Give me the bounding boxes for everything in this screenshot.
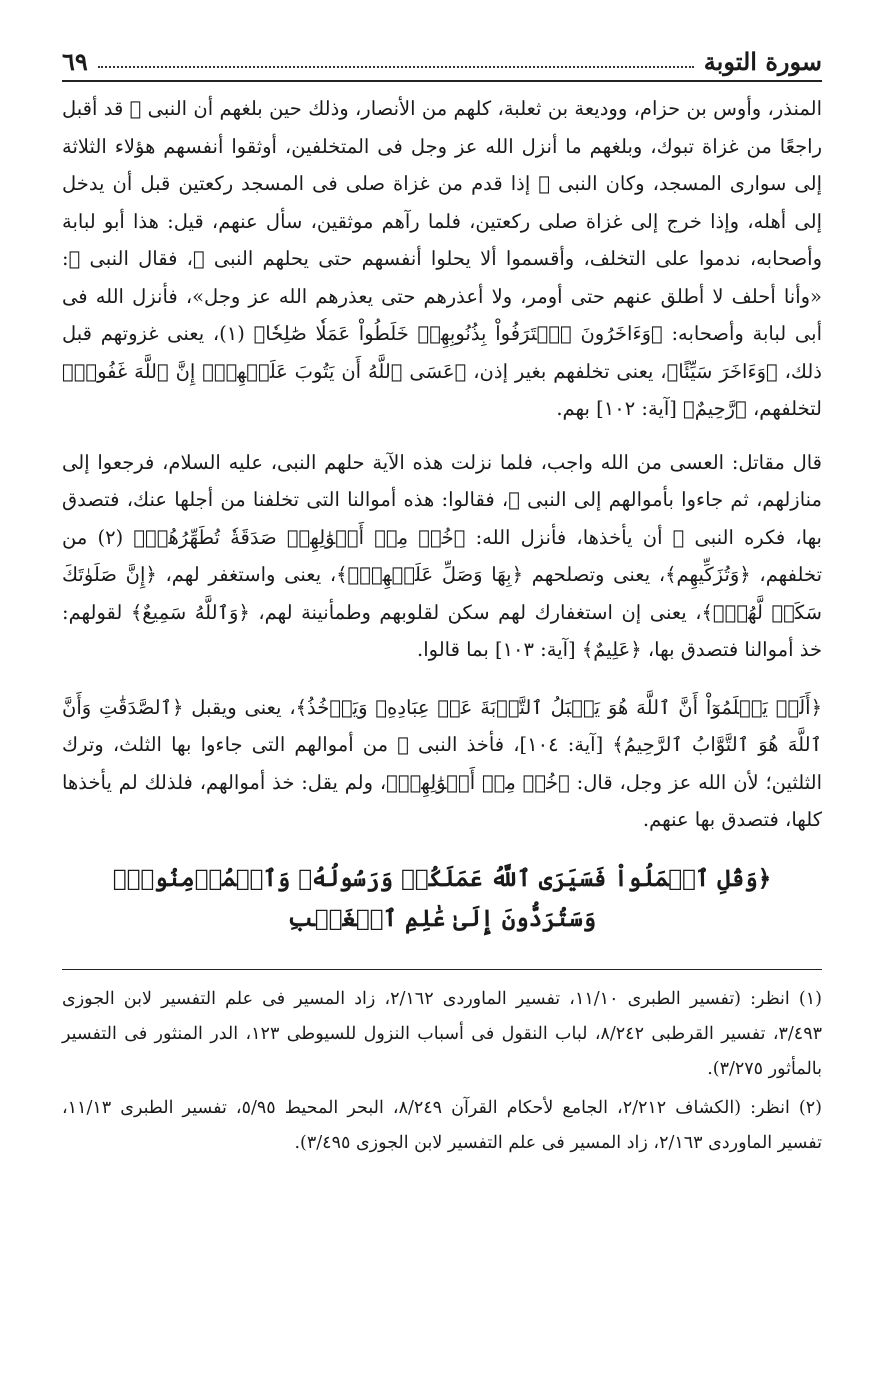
footnote: (١) انظر: (تفسير الطبرى ١١/١٠، تفسير الماوردى ٢/١٦٢، زاد المسير فى علم التفسير لابن الجوزى ٣/٤٩٣، تفسير القرطبى ٨/٢٤٢، لباب النقول فى أسباب النزول للسيوطى ١٢٣، الدر المنثور فى التفسير بالمأثور ٣/٢٧٥).	[62, 988, 822, 1079]
surah-title: سورة التوبة	[703, 47, 822, 76]
footnote: (٢) انظر: (الكشاف ٢/٢١٢، الجامع لأحكام القرآن ٨/٢٤٩، البحر المحيط ٥/٩٥، تفسير الطبرى ١١/١٣، تفسير الماوردى ٢/١٦٣، زاد المسير فى علم التفسير لابن الجوزى ٣/٤٩٥).	[62, 1097, 822, 1153]
paragraph: ﴿أَلَمۡ يَعۡلَمُوٓاْ أَنَّ ٱللَّهَ هُوَ يَقۡبَلُ ٱلتَّوۡبَةَ عَنۡ عِبَادِهِۦ وَيَأۡخُذُ﴾، يعنى ويقبل ﴿ٱلصَّدَقَٰتِ وَأَنَّ ٱللَّهَ هُوَ ٱلتَّوَّابُ ٱلرَّحِيمُ﴾ [آية: ١٠٤]، فأخذ النبى ﷺ من أموالهم التى جاءوا بها الثلث، وترك الثلثين؛ لأن الله عز وجل، قال: ﴿خُذۡ مِنۡ أَمۡوَٰلِهِمۡ﴾، ولم يقل: خذ أموالهم، فلذلك لم يأخذها كلها، فتصدق بها عنهم.	[62, 695, 822, 831]
footnotes	[62, 982, 822, 1161]
paragraph: قال مقاتل: العسى من الله واجب، فلما نزلت هذه الآية حلهم النبى، عليه السلام، فرجعوا إلى منازلهم، ثم جاءوا بأموالهم إلى النبى ﷺ، فقالوا: هذه أموالنا التى تخلفنا من أجلها عنك، فتصدق بها، فكره النبى ﷺ أن يأخذها، فأنزل الله: ﴿خُذۡ مِنۡ أَمۡوَٰلِهِمۡ صَدَقَةٗ تُطَهِّرُهُمۡ﴾ (٢) من تخلفهم، ﴿وَتُزَكِّيهِم﴾، يعنى وتصلحهم ﴿بِهَا وَصَلِّ عَلَيۡهِمۡۖ﴾، يعنى واستغفر لهم، ﴿إِنَّ صَلَوٰتَكَ سَكَنٞ لَّهُمۡۗ﴾، يعنى إن استغفارك لهم سكن لقلوبهم وطمأنينة لهم، ﴿وَٱللَّهُ سَمِيعٌ﴾ لقولهم: خذ أموالنا فتصدق بها، ﴿عَلِيمٌ﴾ [آية: ١٠٣] بما قالوا.	[62, 450, 822, 661]
running-header	[62, 38, 822, 82]
book-page	[62, 38, 822, 1358]
main-text	[62, 90, 822, 839]
footnote-separator	[62, 969, 822, 970]
dotted-leader	[98, 66, 694, 68]
paragraph: المنذر، وأوس بن حزام، ووديعة بن ثعلبة، كلهم من الأنصار، وذلك حين بلغهم أن النبى ﷺ قد أقبل راجعًا من غزاة تبوك، وبلغهم ما أنزل الله عز وجل فى المتخلفين، أوثقوا أنفسهم هؤلاء الثلاثة إلى سوارى المسجد، وكان النبى ﷺ إذا قدم من غزاة صلى فى المسجد ركعتين قبل أن يدخل إلى أهله، وإذا خرج إلى غزاة صلى ركعتين، فلما رآهم موثقين، سأل عنهم، قيل: هذا أبو لبابة وأصحابه، ندموا على التخلف، وأقسموا ألا يحلوا أنفسهم حتى يحلهم النبى ﷺ، فقال النبى ﷺ: «وأنا أحلف لا أطلق عنهم حتى أومر، ولا أعذرهم حتى يعذرهم الله عز وجل»، فأنزل الله فى أبى لبابة وأصحابه: ﴿وَءَاخَرُونَ ٱعۡتَرَفُواْ بِذُنُوبِهِمۡ خَلَطُواْ عَمَلٗا صَٰلِحٗا﴾ (١)، يعنى غزوتهم قبل ذلك، ﴿وَءَاخَرَ سَيِّئًا﴾، يعنى تخلفهم بغير إذن، ﴿عَسَى ٱللَّهُ أَن يَتُوبَ عَلَيۡهِمۡۚ إِنَّ ٱللَّهَ غَفُورٞ﴾ لتخلفهم، ﴿رَّحِيمٌ﴾ [آية: ١٠٢] بهم.	[62, 97, 822, 420]
page-number: ٦٩	[62, 47, 88, 76]
quran-verse-line: ﴿وَقُلِ ٱعۡمَلُواْ فَسَيَرَى ٱللَّهُ عَمَلَكُمۡ وَرَسُولُهُۥ وَٱلۡمُؤۡمِنُونَۖ وَسَتُرَدُّونَ إِلَىٰ عَٰلِمِ ٱلۡغَيۡبِ	[112, 864, 772, 932]
